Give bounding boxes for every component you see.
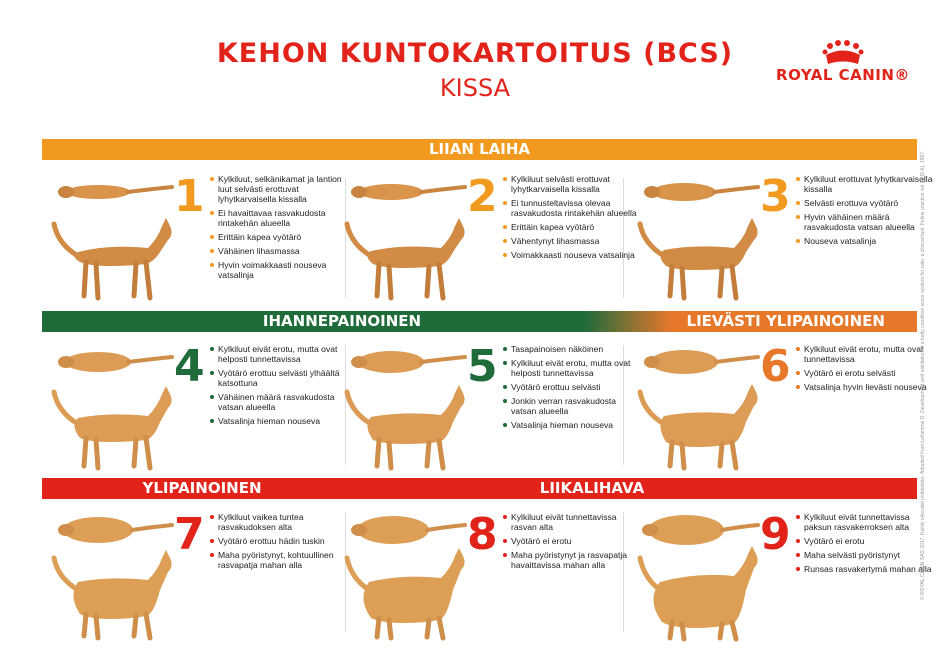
criteria-list — [796, 174, 936, 250]
score-card-9 — [628, 509, 932, 647]
criteria-list — [503, 174, 643, 264]
criteria-item: Hyvin voimakkaasti nouseva vatsalinja — [210, 260, 350, 280]
criteria-item: Voimakkaasti nouseva vatsalinja — [503, 250, 643, 260]
cat-top-view-image — [640, 515, 760, 545]
criteria-list — [796, 344, 936, 396]
criteria-item: Kylkiluut, selkänikamat ja lantion luut selvästi erottuvat lyhytkarvaisella kissalla — [210, 174, 350, 204]
cat-top-view-image — [640, 177, 760, 207]
criteria-item: Vyötärö ei erotu — [796, 536, 936, 546]
score-number: 5 — [467, 341, 498, 392]
cat-top-view-image — [347, 347, 467, 377]
cat-top-view-image — [347, 515, 467, 545]
criteria-item: Vähäinen lihasmassa — [210, 246, 350, 256]
criteria-item: Jonkin verran rasvakudosta vatsan alueella — [503, 396, 643, 416]
criteria-item: Kylkiluut eivät erotu, mutta ovat tunnettavissa — [796, 344, 936, 364]
criteria-item: Kylkiluut eivät tunnettavissa rasvan alta — [503, 512, 643, 532]
criteria-item: Kylkiluut eivät erotu, mutta ovat helposti tunnettavissa — [503, 358, 643, 378]
criteria-list — [210, 174, 350, 284]
score-number: 7 — [174, 509, 205, 560]
band-overweight-label: YLIPAINOINEN — [142, 479, 262, 497]
score-card-7 — [42, 509, 342, 647]
score-number: 1 — [174, 171, 205, 222]
band-overweight — [42, 478, 917, 499]
cat-side-view-image — [636, 374, 766, 474]
criteria-item: Vähentynyt lihasmassa — [503, 236, 643, 246]
criteria-item: Selvästi erottuva vyötärö — [796, 198, 936, 208]
criteria-item: Kylkiluut eivät tunnettavissa paksun rasvakerroksen alta — [796, 512, 936, 532]
score-card-2 — [335, 171, 637, 309]
page-subtitle: KISSA — [439, 74, 511, 102]
criteria-item: Vyötärö erottuu hädin tuskin — [210, 536, 350, 546]
criteria-item: Vatsalinja hieman nouseva — [503, 420, 643, 430]
band-too-thin-label: LIIAN LAIHA — [428, 140, 530, 158]
criteria-item: Kylkiluut selvästi erottuvat lyhytkarvaisella kissalla — [503, 174, 643, 194]
cat-side-view-image — [343, 204, 473, 304]
criteria-list — [503, 344, 643, 434]
score-number: 6 — [760, 341, 791, 392]
score-card-5 — [335, 341, 635, 479]
band-ideal — [42, 311, 917, 332]
criteria-item: Ei havaittavaa rasvakudosta rintakehän alueella — [210, 208, 350, 228]
cat-top-view-image — [54, 347, 174, 377]
criteria-list — [210, 512, 350, 574]
criteria-item: Kylkiluut vaikea tuntea rasvakudoksen alta — [210, 512, 350, 532]
criteria-item: Kylkiluut erottuvat lyhytkarvaisella kissalla — [796, 174, 936, 194]
royal-canin-logo — [768, 38, 918, 98]
criteria-item: Kylkiluut eivät erotu, mutta ovat helposti tunnettavissa — [210, 344, 350, 364]
cat-top-view-image — [640, 347, 760, 377]
criteria-list — [210, 344, 350, 430]
criteria-item: Vähäinen määrä rasvakudosta vatsan alueella — [210, 392, 350, 412]
crown-icon — [768, 38, 918, 68]
criteria-list — [796, 512, 936, 578]
cat-top-view-image — [347, 177, 467, 207]
criteria-item: Erittäin kapea vyötärö — [503, 222, 643, 232]
score-number: 2 — [467, 171, 498, 222]
cat-side-view-image — [50, 204, 180, 304]
cat-side-view-image — [636, 204, 766, 304]
page-title: KEHON KUNTOKARTOITUS (BCS) — [216, 38, 734, 69]
score-number: 3 — [760, 171, 791, 222]
score-card-6 — [628, 341, 928, 479]
criteria-item: Vyötärö erottuu selvästi ylhäältä katsottuna — [210, 368, 350, 388]
criteria-item: Ei tunnusteltavissa olevaa rasvakudosta rintakehän alueella — [503, 198, 643, 218]
criteria-item: Vatsalinja hyvin lievästi nouseva — [796, 382, 936, 392]
criteria-item: Vatsalinja hieman nouseva — [210, 416, 350, 426]
band-too-thin — [42, 139, 917, 160]
criteria-item: Runsas rasvakertymä mahan alla — [796, 564, 936, 574]
cat-top-view-image — [54, 515, 174, 545]
cat-side-view-image — [343, 542, 473, 642]
criteria-item: Erittäin kapea vyötärö — [210, 232, 350, 242]
criteria-item: Hyvin vähäinen määrä rasvakudosta vatsan alueella — [796, 212, 936, 232]
score-card-3 — [628, 171, 933, 309]
score-card-4 — [42, 341, 342, 479]
score-card-8 — [335, 509, 635, 647]
criteria-item: Maha pyöristynyt ja rasvapatja havaittavissa mahan alla — [503, 550, 643, 570]
criteria-item: Tasapainoisen näköinen — [503, 344, 643, 354]
cat-side-view-image — [50, 374, 180, 474]
band-obese-label: LIIKALIHAVA — [539, 479, 645, 497]
criteria-item: Vyötärö ei erotu selvästi — [796, 368, 936, 378]
band-slightly-overweight-label: LIEVÄSTI YLIPAINOINEN — [686, 312, 885, 330]
score-number: 4 — [174, 341, 205, 392]
cat-side-view-image — [343, 374, 473, 474]
score-number: 9 — [760, 509, 791, 560]
band-ideal-label: IHANNEPAINOINEN — [262, 312, 422, 330]
criteria-item: Maha pyöristynyt, kohtuullinen rasvapatja mahan alla — [210, 550, 350, 570]
score-number: 8 — [467, 509, 498, 560]
cat-side-view-image — [636, 542, 766, 642]
criteria-item: Maha selvästi pyöristynyt — [796, 550, 936, 560]
criteria-item: Vyötärö ei erotu — [503, 536, 643, 546]
criteria-item: Vyötärö erottuu selvästi — [503, 382, 643, 392]
cat-top-view-image — [54, 177, 174, 207]
logo-text: ROYAL CANIN® — [776, 66, 910, 84]
criteria-list — [503, 512, 643, 574]
score-card-1 — [42, 171, 342, 309]
copyright-note: © ROYAL CANIN SAS 2017. Kaikki oikeudet pidätetään. Adapted from Laflamme D. Development and validation of a body condition score system for cats: a clinical tool. Feline practice vol 25 (5-6), 1997. — [920, 150, 926, 600]
cat-side-view-image — [50, 542, 180, 642]
criteria-item: Nouseva vatsalinja — [796, 236, 936, 246]
